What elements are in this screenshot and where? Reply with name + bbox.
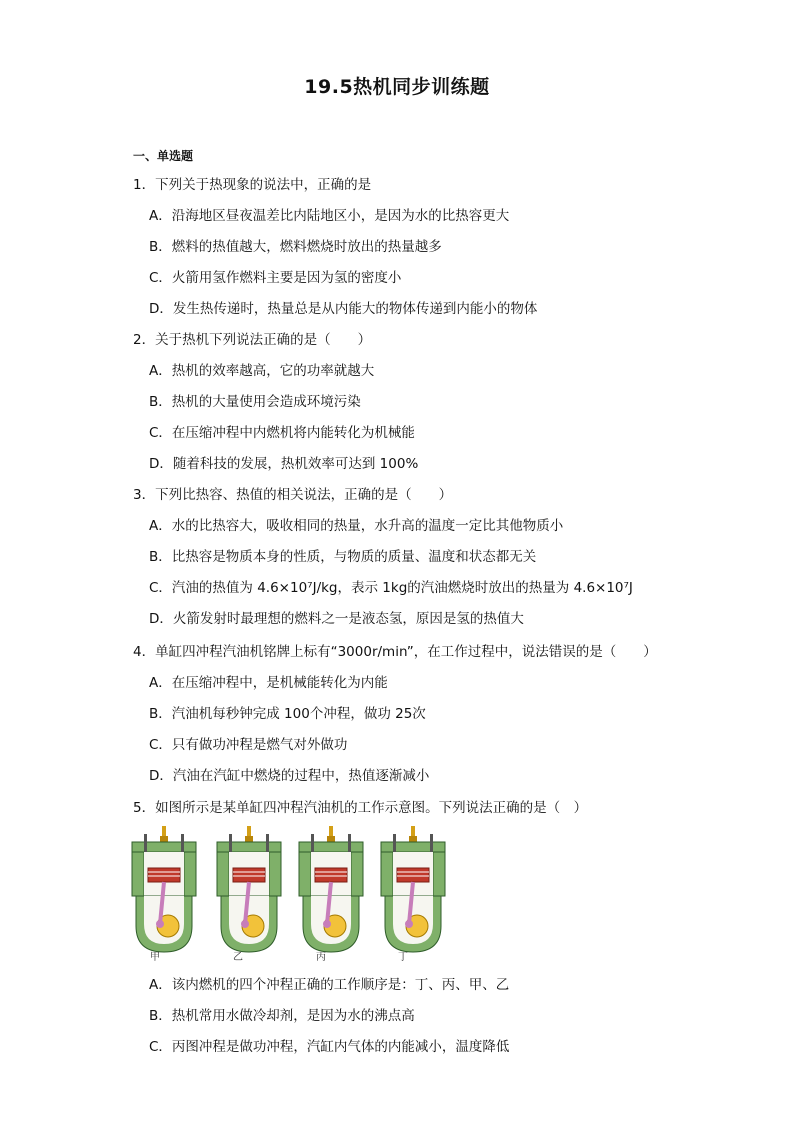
engine-label-ding: 丁 — [398, 952, 408, 963]
question-2-option-c[interactable]: C．在压缩冲程中内燃机将内能转化为机械能 — [149, 425, 415, 441]
engine-jia — [132, 826, 196, 952]
question-3-option-b[interactable]: B．比热容是物质本身的性质，与物质的质量、温度和状态都无关 — [149, 549, 537, 565]
question-5-option-a[interactable]: A．该内燃机的四个冲程正确的工作顺序是：丁、丙、甲、乙 — [149, 977, 510, 993]
question-2-option-a[interactable]: A．热机的效率越高，它的功率就越大 — [149, 363, 375, 379]
section-heading: 一、单选题 — [133, 149, 194, 163]
question-2-stem: 2．关于热机下列说法正确的是（ ） — [133, 332, 372, 348]
question-1-stem: 1．下列关于热现象的说法中，正确的是 — [133, 177, 372, 193]
question-3-option-c[interactable]: C．汽油的热值为 4.6×10⁷J/kg，表示 1kg的汽油燃烧时放出的热量为 4.6×10⁷J — [149, 580, 633, 596]
question-1-option-a[interactable]: A．沿海地区昼夜温差比内陆地区小，是因为水的比热容更大 — [149, 208, 510, 224]
engine-label-bing: 丙 — [316, 952, 326, 963]
question-4-option-d[interactable]: D．汽油在汽缸中燃烧的过程中，热值逐渐减小 — [149, 768, 430, 784]
question-5-stem: 5．如图所示是某单缸四冲程汽油机的工作示意图。下列说法正确的是（ ） — [133, 800, 588, 816]
question-1-option-b[interactable]: B．燃料的热值越大，燃料燃烧时放出的热量越多 — [149, 239, 442, 255]
question-1-option-c[interactable]: C．火箭用氢作燃料主要是因为氢的密度小 — [149, 270, 402, 286]
page-title: 19.5热机同步训练题 — [304, 76, 490, 98]
question-5-option-c[interactable]: C．丙图冲程是做功冲程，汽缸内气体的内能减小，温度降低 — [149, 1039, 510, 1055]
engine-ding — [381, 826, 445, 952]
question-3-stem: 3．下列比热容、热值的相关说法，正确的是（ ） — [133, 487, 453, 503]
question-4-option-b[interactable]: B．汽油机每秒钟完成 100个冲程，做功 25次 — [149, 706, 426, 722]
engine-label-jia: 甲 — [150, 952, 160, 963]
question-4-stem: 4．单缸四冲程汽油机铭牌上标有“3000r/min”，在工作过程中，说法错误的是（ ） — [133, 644, 657, 660]
question-2-option-d[interactable]: D．随着科技的发展，热机效率可达到 100% — [149, 456, 419, 472]
engine-yi — [217, 826, 281, 952]
question-1-option-d[interactable]: D．发生热传递时，热量总是从内能大的物体传递到内能小的物体 — [149, 301, 538, 317]
question-3-option-d[interactable]: D．火箭发射时最理想的燃料之一是液态氢，原因是氢的热值大 — [149, 611, 524, 627]
question-2-option-b[interactable]: B．热机的大量使用会造成环境污染 — [149, 394, 361, 410]
engine-diagram — [128, 826, 458, 960]
question-3-option-a[interactable]: A．水的比热容大，吸收相同的热量，水升高的温度一定比其他物质小 — [149, 518, 564, 534]
question-4-option-c[interactable]: C．只有做功冲程是燃气对外做功 — [149, 737, 348, 753]
question-4-option-a[interactable]: A．在压缩冲程中，是机械能转化为内能 — [149, 675, 388, 691]
question-5-option-b[interactable]: B．热机常用水做冷却剂，是因为水的沸点高 — [149, 1008, 415, 1024]
engine-bing — [299, 826, 363, 952]
engine-strokes-figure — [128, 826, 458, 960]
engine-label-yi: 乙 — [233, 952, 243, 963]
